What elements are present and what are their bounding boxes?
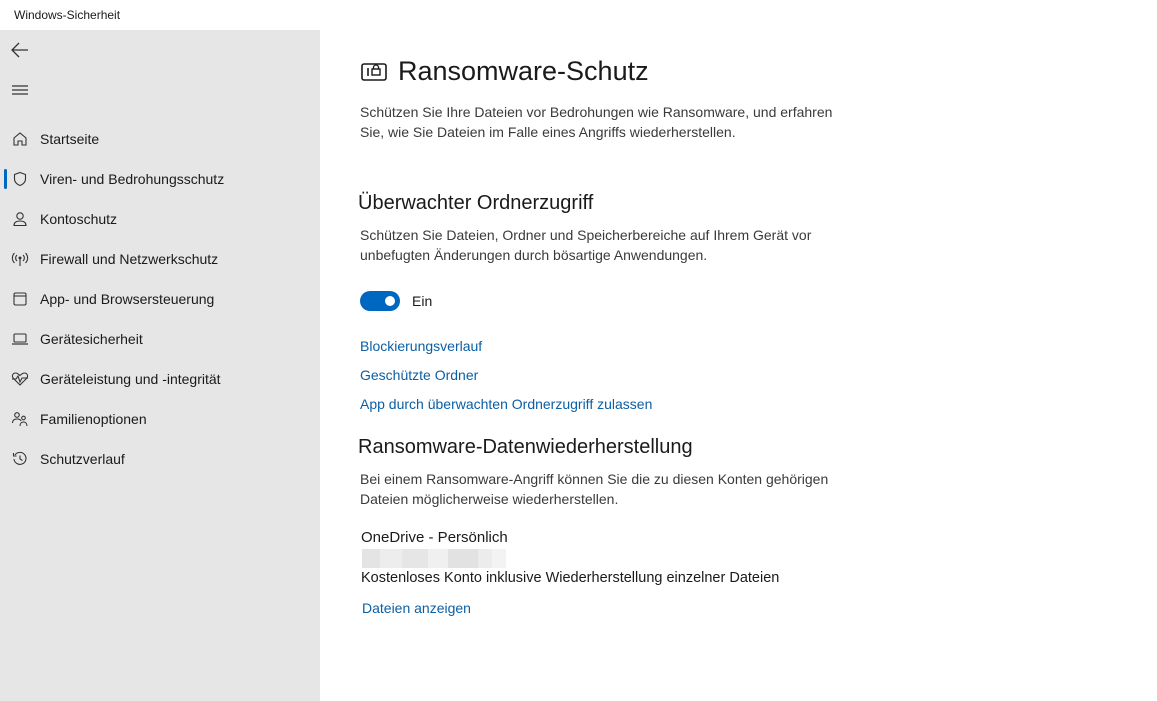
- page-title: Ransomware-Schutz: [398, 56, 649, 86]
- sidebar-item-label: Viren- und Bedrohungsschutz: [40, 171, 225, 187]
- main-content: [320, 30, 1157, 701]
- window-title: Windows-Sicherheit: [0, 0, 1157, 30]
- active-indicator: [4, 169, 7, 189]
- recovery-description: Bei einem Ransomware-Angriff können Sie die zu diesen Konten gehörigen Dateien möglicherweise wiederherstellen.: [360, 471, 829, 507]
- sidebar-item-label: Kontoschutz: [40, 211, 118, 227]
- shield-icon: [10, 169, 30, 189]
- sidebar-item-history[interactable]: [0, 441, 320, 477]
- hamburger-icon: [12, 84, 28, 96]
- heart-pulse-icon: [10, 369, 30, 389]
- sidebar-item-home[interactable]: [0, 121, 320, 157]
- laptop-icon: [10, 329, 30, 349]
- recovery-section-title: Ransomware-Datenwiederherstellung: [358, 436, 693, 458]
- sidebar: [0, 30, 320, 701]
- sidebar-item-device-performance[interactable]: [0, 361, 320, 397]
- person-icon: [10, 209, 30, 229]
- onedrive-account-detail: Kostenloses Konto inklusive Wiederherstellung einzelner Dateien: [361, 570, 780, 586]
- family-icon: [10, 409, 30, 429]
- block-history-link[interactable]: Blockierungsverlauf: [360, 338, 483, 354]
- sidebar-item-virus-protection[interactable]: [0, 161, 320, 197]
- app-window-icon: [10, 289, 30, 309]
- sidebar-item-label: Familienoptionen: [40, 411, 147, 427]
- sidebar-item-app-browser[interactable]: [0, 281, 320, 317]
- cfa-toggle[interactable]: [360, 291, 400, 311]
- sidebar-item-label: Gerätesicherheit: [40, 331, 143, 347]
- menu-button[interactable]: [8, 78, 32, 102]
- sidebar-item-firewall[interactable]: [0, 241, 320, 277]
- cfa-section-title: Überwachter Ordnerzugriff: [358, 192, 594, 214]
- sidebar-item-label: App- und Browsersteuerung: [40, 291, 215, 307]
- allow-app-link[interactable]: App durch überwachten Ordnerzugriff zulassen: [360, 396, 653, 412]
- cfa-description: Schützen Sie Dateien, Ordner und Speicherbereiche auf Ihrem Gerät vor unbefugten Änderungen durch bösartige Anwendungen.: [360, 227, 812, 263]
- sidebar-item-label: Firewall und Netzwerkschutz: [40, 251, 219, 267]
- history-icon: [10, 449, 30, 469]
- back-arrow-icon: [11, 42, 29, 58]
- cfa-toggle-label: Ein: [412, 293, 433, 309]
- redacted-account-email: [362, 549, 506, 568]
- home-icon: [10, 129, 30, 149]
- sidebar-item-family[interactable]: [0, 401, 320, 437]
- toggle-knob: [385, 296, 395, 306]
- sidebar-item-label: Startseite: [40, 131, 100, 147]
- sidebar-item-account[interactable]: [0, 201, 320, 237]
- antenna-icon: [10, 249, 30, 269]
- ransomware-icon: [360, 61, 388, 83]
- protected-folders-link[interactable]: Geschützte Ordner: [360, 367, 479, 383]
- page-header: [360, 56, 649, 87]
- view-files-link[interactable]: Dateien anzeigen: [362, 600, 471, 616]
- sidebar-item-label: Schutzverlauf: [40, 451, 125, 467]
- sidebar-item-label: Geräteleistung und -integrität: [40, 371, 221, 387]
- page-description: Schützen Sie Ihre Dateien vor Bedrohungen wie Ransomware, und erfahren Sie, wie Sie Dateien im Falle eines Angriffs wiederherstellen.: [360, 104, 833, 140]
- back-button[interactable]: [8, 38, 32, 62]
- onedrive-account-name: OneDrive - Persönlich: [361, 529, 508, 546]
- sidebar-item-device-security[interactable]: [0, 321, 320, 357]
